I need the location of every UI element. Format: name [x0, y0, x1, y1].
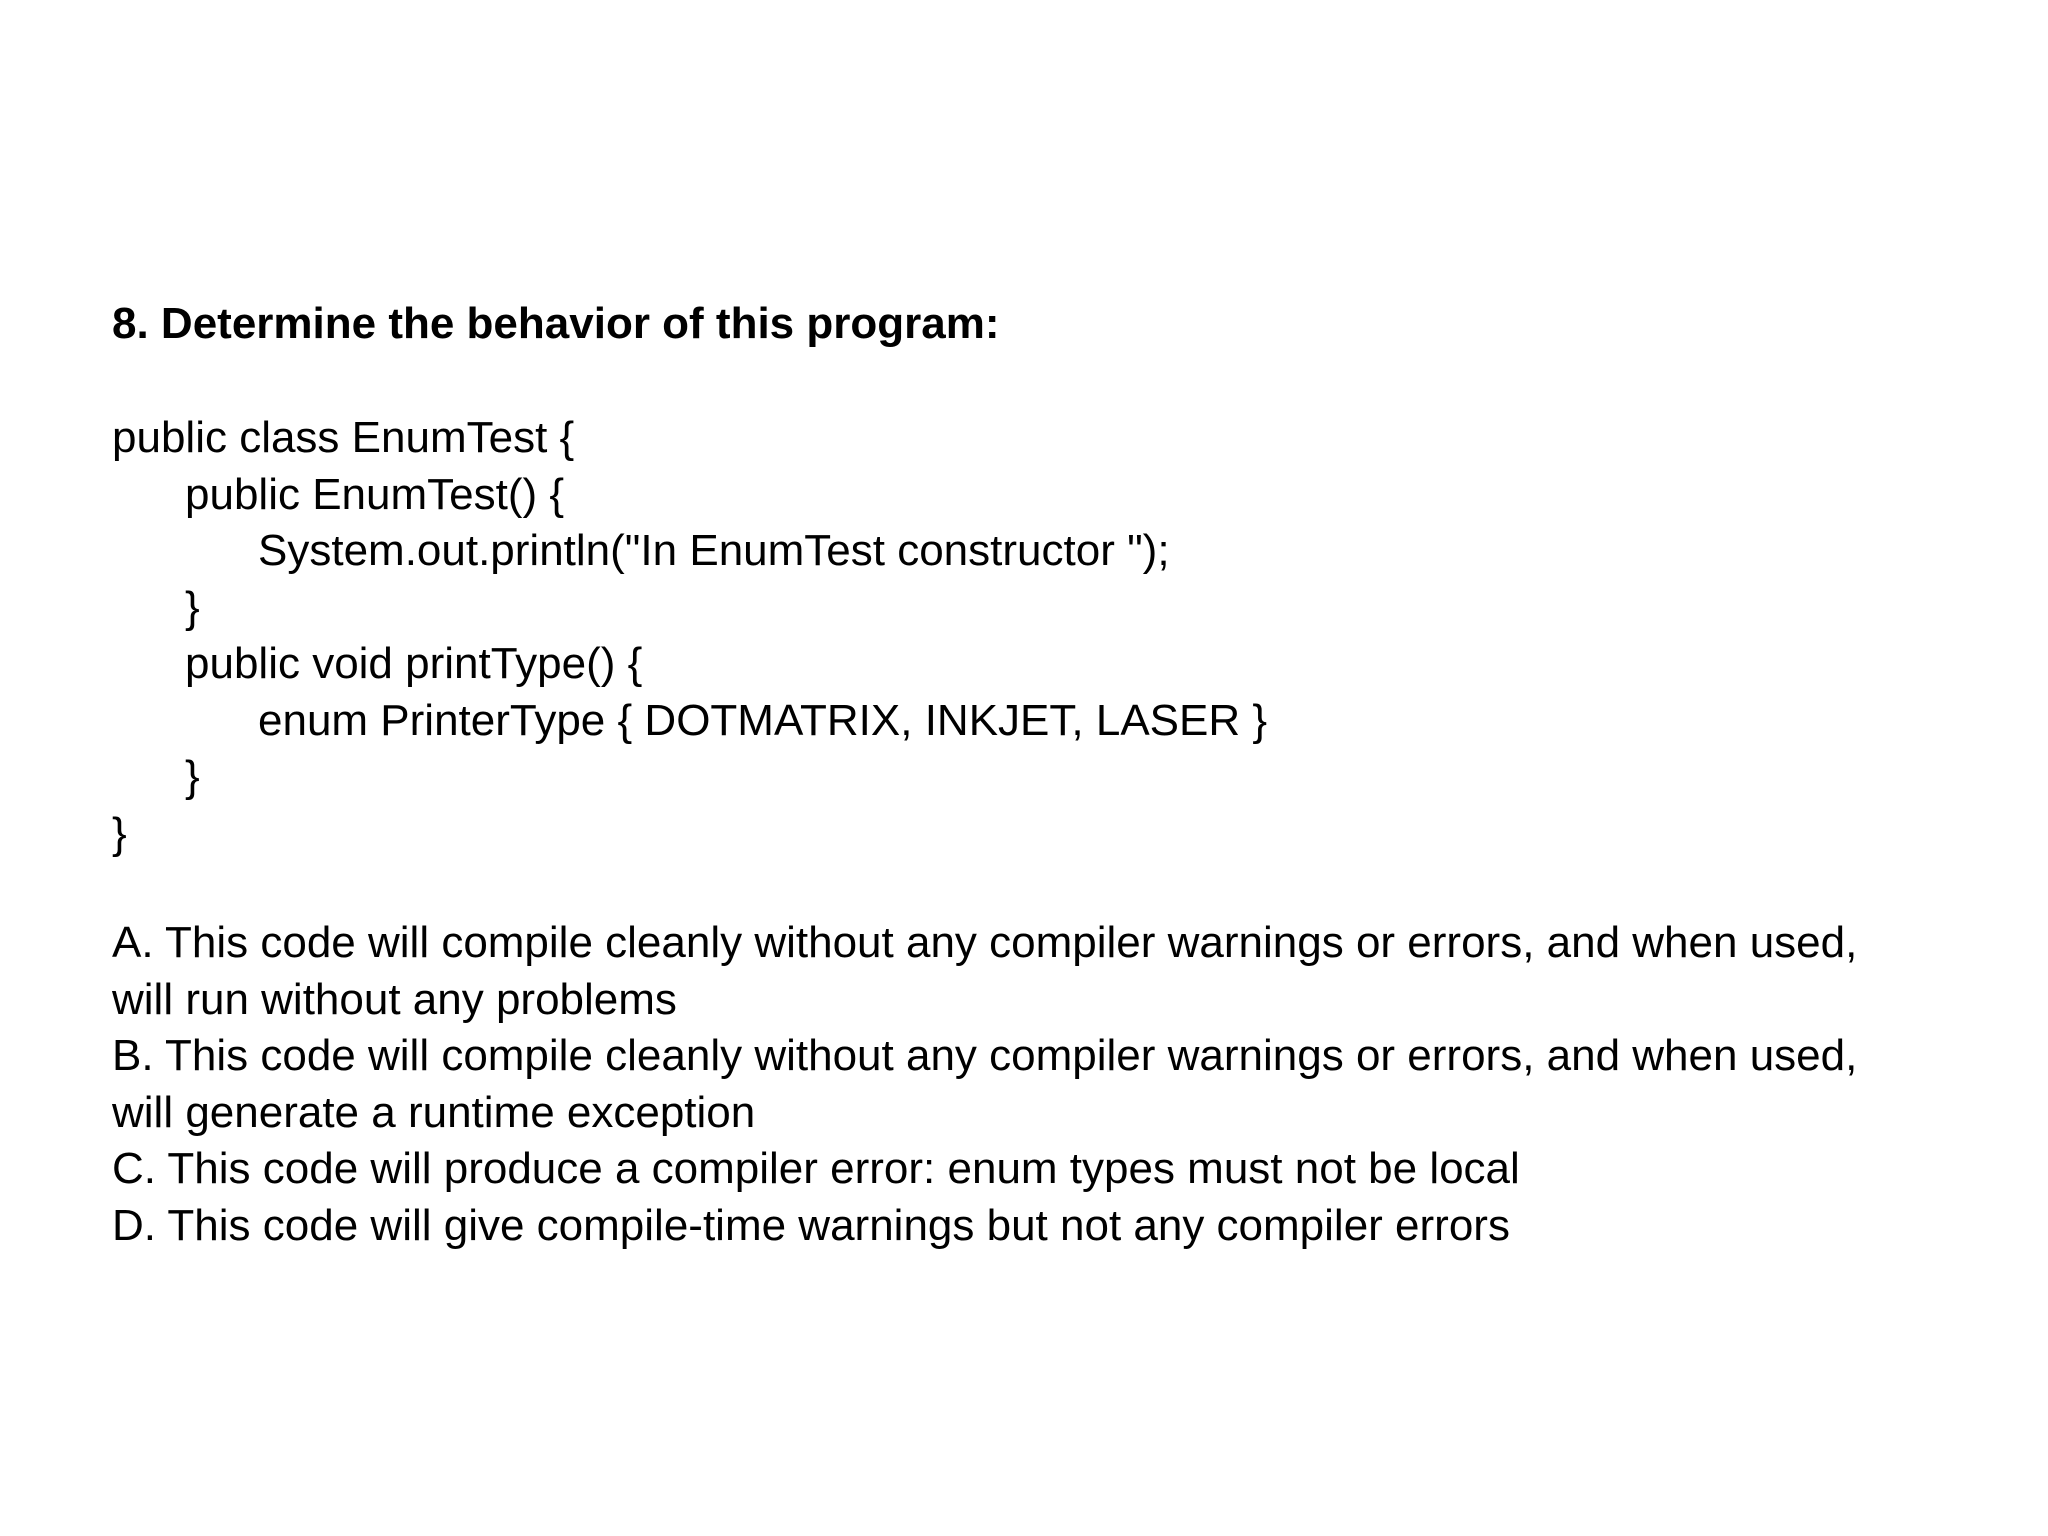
answer-option-a: A. This code will compile cleanly without any compiler warnings or errors, and when used,	[112, 918, 1858, 967]
code-line: System.out.println("In EnumTest constructor ");	[258, 526, 1170, 575]
code-line: public void printType() {	[185, 639, 643, 688]
answer-option-d: D. This code will give compile-time warnings but not any compiler errors	[112, 1200, 1510, 1250]
code-line: enum PrinterType { DOTMATRIX, INKJET, LASER }	[258, 695, 1268, 745]
code-line: }	[185, 582, 200, 632]
code-line: public class EnumTest {	[112, 413, 575, 462]
answer-options	[112, 915, 2012, 1254]
question-title: 8. Determine the behavior of this program:	[112, 299, 1000, 348]
code-line: }	[112, 808, 127, 858]
answer-option-a-continued: will run without any problems	[112, 974, 677, 1024]
answer-option-c: C. This code will produce a compiler error: enum types must not be local	[112, 1144, 1520, 1193]
answer-option-b: B. This code will compile cleanly without any compiler warnings or errors, and when used,	[112, 1031, 1858, 1080]
code-line: public EnumTest() {	[185, 469, 565, 519]
answer-option-b-continued: will generate a runtime exception	[112, 1087, 756, 1137]
code-line: }	[185, 752, 200, 801]
code-block	[112, 410, 1267, 862]
